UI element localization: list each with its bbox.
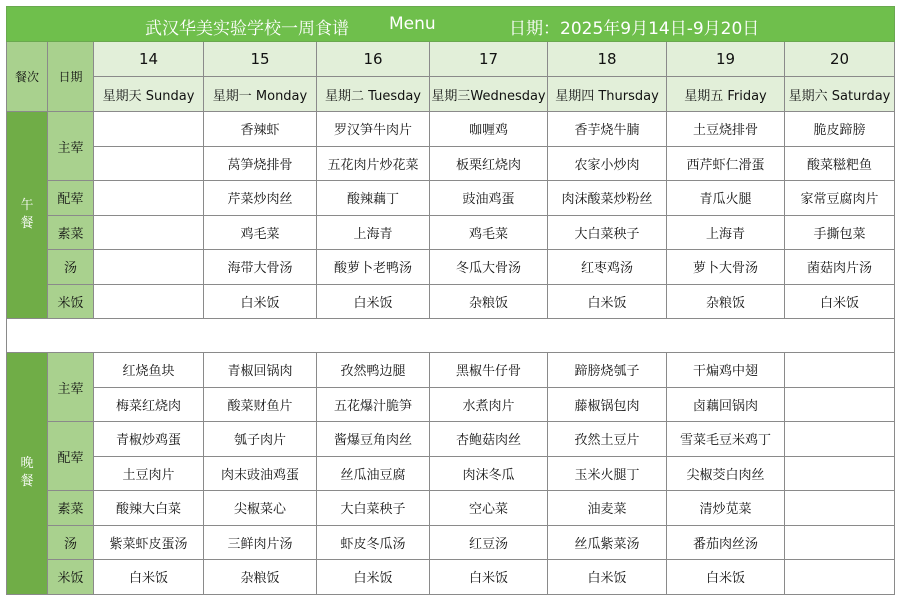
dish-cell: 鸡毛菜: [204, 215, 317, 250]
dish-cell: [94, 146, 204, 181]
dish-cell: 萝卜大骨汤: [667, 250, 785, 285]
dinner-row: [7, 560, 895, 595]
dish-cell: 酸菜糍粑鱼: [785, 146, 895, 181]
dish-cell: 杂粮饭: [667, 284, 785, 319]
lunch-row: [7, 215, 895, 250]
dish-cell: 手撕包菜: [785, 215, 895, 250]
menu-title: Menu: [389, 14, 436, 34]
dish-cell: 肉沫酸菜炒粉丝: [548, 181, 667, 216]
spacer-cell: [7, 319, 895, 353]
dish-cell: 大白菜秧子: [317, 491, 430, 526]
dish-cell: 芹菜炒肉丝: [204, 181, 317, 216]
dish-cell: 豉油鸡蛋: [430, 181, 548, 216]
dish-cell: 蹄膀烧瓠子: [548, 353, 667, 388]
dish-cell: 莴笋烧排骨: [204, 146, 317, 181]
dish-cell: 白米饭: [548, 560, 667, 595]
dish-cell: 板栗红烧肉: [430, 146, 548, 181]
dish-cell: 白米饭: [204, 284, 317, 319]
dish-cell: 丝瓜紫菜汤: [548, 525, 667, 560]
dish-cell: 海带大骨汤: [204, 250, 317, 285]
dish-cell: 香芋烧牛腩: [548, 112, 667, 147]
dish-cell: 白米饭: [94, 560, 204, 595]
category-label: 配荤: [48, 422, 94, 491]
dish-cell: 孜然土豆片: [548, 422, 667, 457]
dish-cell: 土豆烧排骨: [667, 112, 785, 147]
dish-cell: 雪菜毛豆米鸡丁: [667, 422, 785, 457]
title-bar: [7, 7, 895, 42]
dish-cell: 白米饭: [430, 560, 548, 595]
category-label: 汤: [48, 525, 94, 560]
lunch-row: [7, 112, 895, 147]
dish-cell: 五花肉片炒花菜: [317, 146, 430, 181]
dish-cell: [785, 491, 895, 526]
dish-cell: 家常豆腐肉片: [785, 181, 895, 216]
dish-cell: 卤藕回锅肉: [667, 387, 785, 422]
dish-cell: 杏鲍菇肉丝: [430, 422, 548, 457]
day-name: 星期三Wednesday: [430, 77, 548, 112]
dish-cell: 瓠子肉片: [204, 422, 317, 457]
day-number: 18: [548, 42, 667, 77]
dish-cell: 杂粮饭: [430, 284, 548, 319]
dish-cell: 清炒苋菜: [667, 491, 785, 526]
dinner-meal-label: [7, 353, 48, 595]
dish-cell: 尖椒菜心: [204, 491, 317, 526]
category-label: 汤: [48, 250, 94, 285]
dish-cell: [94, 181, 204, 216]
day-number: 20: [785, 42, 895, 77]
dish-cell: [785, 387, 895, 422]
day-number: 19: [667, 42, 785, 77]
dinner-meal-text: 晚餐: [20, 456, 34, 490]
day-name-row: [7, 77, 895, 112]
meal-column-header: 餐次: [7, 42, 48, 112]
dish-cell: 酸菜财鱼片: [204, 387, 317, 422]
category-label: 米饭: [48, 284, 94, 319]
dish-cell: 冬瓜大骨汤: [430, 250, 548, 285]
day-number: 15: [204, 42, 317, 77]
day-number: 17: [430, 42, 548, 77]
dish-cell: 香辣虾: [204, 112, 317, 147]
lunch-meal-label: [7, 112, 48, 319]
dish-cell: 菌菇肉片汤: [785, 250, 895, 285]
dish-cell: 番茄肉丝汤: [667, 525, 785, 560]
dish-cell: [94, 112, 204, 147]
dish-cell: 罗汉笋牛肉片: [317, 112, 430, 147]
category-label: 米饭: [48, 560, 94, 595]
lunch-row: [7, 250, 895, 285]
dish-cell: 油麦菜: [548, 491, 667, 526]
day-name: 星期四 Thursday: [548, 77, 667, 112]
dish-cell: 白米饭: [317, 284, 430, 319]
dish-cell: 咖喱鸡: [430, 112, 548, 147]
day-number: 16: [317, 42, 430, 77]
category-label: 素菜: [48, 491, 94, 526]
dinner-row: [7, 525, 895, 560]
dish-cell: [785, 560, 895, 595]
dish-cell: 玉米火腿丁: [548, 456, 667, 491]
spacer-row: [7, 319, 895, 353]
category-label: 素菜: [48, 215, 94, 250]
dish-cell: 水煮肉片: [430, 387, 548, 422]
dish-cell: [94, 250, 204, 285]
dinner-row: [7, 491, 895, 526]
dish-cell: 空心菜: [430, 491, 548, 526]
school-title: 武汉华美实验学校一周食谱: [145, 19, 349, 39]
weekly-menu-table: [6, 6, 895, 595]
dish-cell: 青椒炒鸡蛋: [94, 422, 204, 457]
dish-cell: 梅菜红烧肉: [94, 387, 204, 422]
category-label: 主荤: [48, 112, 94, 181]
dish-cell: 脆皮蹄膀: [785, 112, 895, 147]
dish-cell: 干煸鸡中翅: [667, 353, 785, 388]
title-row: [7, 7, 895, 42]
date-range: 日期：2025年9月14日-9月20日: [509, 19, 760, 39]
dish-cell: 白米饭: [548, 284, 667, 319]
dish-cell: 五花爆汁脆笋: [317, 387, 430, 422]
dish-cell: 青瓜火腿: [667, 181, 785, 216]
dish-cell: 红烧鱼块: [94, 353, 204, 388]
dish-cell: [785, 353, 895, 388]
dish-cell: 大白菜秧子: [548, 215, 667, 250]
dish-cell: 尖椒茭白肉丝: [667, 456, 785, 491]
dish-cell: [785, 456, 895, 491]
dish-cell: [94, 215, 204, 250]
lunch-row: [7, 284, 895, 319]
lunch-row: [7, 146, 895, 181]
dish-cell: 红豆汤: [430, 525, 548, 560]
dish-cell: 酸辣藕丁: [317, 181, 430, 216]
day-number: 14: [94, 42, 204, 77]
day-name: 星期一 Monday: [204, 77, 317, 112]
dish-cell: 白米饭: [667, 560, 785, 595]
dish-cell: 上海青: [317, 215, 430, 250]
dish-cell: 白米饭: [785, 284, 895, 319]
dish-cell: [785, 525, 895, 560]
dish-cell: 肉末豉油鸡蛋: [204, 456, 317, 491]
dish-cell: [785, 422, 895, 457]
dish-cell: 紫菜虾皮蛋汤: [94, 525, 204, 560]
day-name: 星期天 Sunday: [94, 77, 204, 112]
dish-cell: [94, 284, 204, 319]
dish-cell: 孜然鸭边腿: [317, 353, 430, 388]
day-name: 星期五 Friday: [667, 77, 785, 112]
dish-cell: 丝瓜油豆腐: [317, 456, 430, 491]
dish-cell: 白米饭: [317, 560, 430, 595]
dish-cell: 鸡毛菜: [430, 215, 548, 250]
category-label: 主荤: [48, 353, 94, 422]
category-label: 配荤: [48, 181, 94, 216]
dish-cell: 黑椒牛仔骨: [430, 353, 548, 388]
dish-cell: 西芹虾仁滑蛋: [667, 146, 785, 181]
dinner-row: [7, 387, 895, 422]
lunch-meal-text: 午餐: [20, 198, 34, 231]
dish-cell: 酸辣大白菜: [94, 491, 204, 526]
date-column-header: 日期: [48, 42, 94, 112]
dinner-row: [7, 353, 895, 388]
dinner-row: [7, 422, 895, 457]
dish-cell: 肉沫冬瓜: [430, 456, 548, 491]
day-name: 星期六 Saturday: [785, 77, 895, 112]
dish-cell: 土豆肉片: [94, 456, 204, 491]
dish-cell: 青椒回锅肉: [204, 353, 317, 388]
dish-cell: 上海青: [667, 215, 785, 250]
lunch-row: [7, 181, 895, 216]
day-name: 星期二 Tuesday: [317, 77, 430, 112]
dish-cell: 杂粮饭: [204, 560, 317, 595]
day-number-row: [7, 42, 895, 77]
dish-cell: 虾皮冬瓜汤: [317, 525, 430, 560]
dish-cell: 藤椒锅包肉: [548, 387, 667, 422]
dish-cell: 酱爆豆角肉丝: [317, 422, 430, 457]
dish-cell: 三鲜肉片汤: [204, 525, 317, 560]
dish-cell: 农家小炒肉: [548, 146, 667, 181]
dish-cell: 红枣鸡汤: [548, 250, 667, 285]
dinner-row: [7, 456, 895, 491]
dish-cell: 酸萝卜老鸭汤: [317, 250, 430, 285]
